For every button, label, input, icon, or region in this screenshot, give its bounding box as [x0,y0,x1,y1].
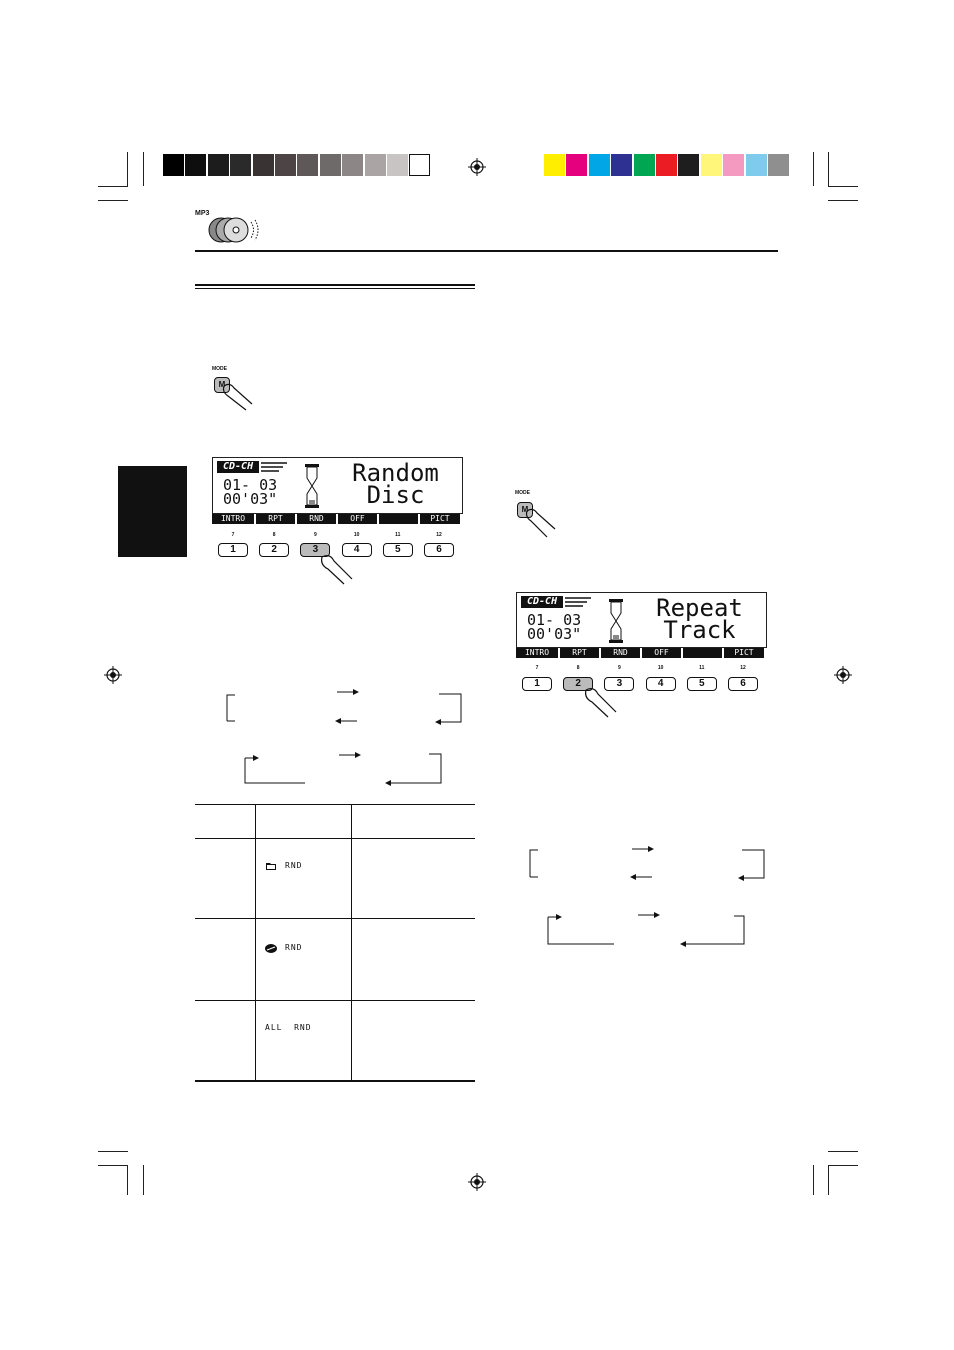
crop-mark [127,152,128,186]
crop-mark [98,1151,128,1152]
crop-mark [813,152,814,186]
preset-button-6[interactable]: 6 [424,543,454,557]
preset-number-label: 11 [699,665,705,671]
preset-number-label: 8 [272,532,276,538]
table-rule [195,804,475,805]
flow-diagram [225,688,465,788]
crop-mark [828,186,858,187]
color-swatch [387,154,408,176]
color-swatch [544,154,565,176]
table-rule [195,918,475,919]
preset-button-5[interactable]: 5 [687,677,717,691]
registration-mark-icon [104,666,122,684]
table-column-divider [351,804,352,1081]
crop-mark [143,152,144,186]
preset-button-4[interactable]: 4 [342,543,372,557]
crop-mark [828,1165,858,1166]
lcd-time: 00'03" [223,490,278,508]
color-swatch [656,154,677,176]
crop-mark [98,200,128,201]
hourglass-icon [305,464,319,508]
table-rule [195,1080,475,1082]
lcd-stripes-icon [261,461,287,473]
mode-label: MODE [515,490,530,496]
preset-number-label: 11 [395,532,401,538]
color-swatch [566,154,587,176]
preset-button-2[interactable]: 2 [563,677,593,691]
color-swatch [365,154,386,176]
lcd-display [516,592,767,648]
softkey-label: OFF [338,514,377,524]
finger-press-icon [584,688,620,718]
crop-mark [143,1165,144,1195]
finger-press-icon [523,507,559,539]
color-swatch [208,154,229,176]
color-swatch [230,154,251,176]
color-swatch [163,154,184,176]
crop-mark [98,186,128,187]
preset-number-label: 8 [576,665,580,671]
section-rule [195,284,475,286]
preset-number-label: 7 [231,532,235,538]
preset-number-label: 12 [740,665,746,671]
lcd-track-number: 01- 03 [223,476,278,494]
color-swatch [723,154,744,176]
color-swatch [746,154,767,176]
crop-mark [828,1151,858,1152]
finger-press-icon [220,382,256,412]
color-swatch [701,154,722,176]
crop-mark [127,1165,128,1195]
preset-button-3[interactable]: 3 [604,677,634,691]
color-swatch [297,154,318,176]
hourglass-icon [609,599,623,643]
color-swatch [634,154,655,176]
preset-button-1[interactable]: 1 [218,543,248,557]
preset-button-5[interactable]: 5 [383,543,413,557]
crop-mark [828,200,858,201]
header-rule [195,250,778,252]
color-swatch [589,154,610,176]
table-indicator-disc-random: RND [285,943,303,952]
lcd-mode-line1: Repeat [656,594,743,622]
color-swatch [611,154,632,176]
softkey-bar [212,514,462,524]
lcd-mode-line2: Disc [366,481,425,509]
mp3-disc-icon [207,216,265,244]
mode-label: MODE [212,366,227,372]
softkey-label: OFF [642,648,681,658]
color-swatch [342,154,363,176]
softkey-label: INTRO [516,648,558,658]
table-indicator-all-random: ALL RND [265,1023,312,1032]
softkey-label: RND [297,514,336,524]
color-swatch [275,154,296,176]
preset-number-label: 9 [618,665,621,671]
preset-number-label: 9 [314,532,317,538]
table-column-divider [255,804,256,1081]
folder-icon [266,862,276,870]
softkey-bar [516,648,766,658]
softkey-label [683,648,722,658]
registration-mark-icon [468,1173,486,1191]
preset-button-6[interactable]: 6 [728,677,758,691]
softkey-label: INTRO [212,514,254,524]
color-swatch [253,154,274,176]
registration-mark-icon [468,158,486,176]
preset-button-4[interactable]: 4 [646,677,676,691]
softkey-label [379,514,418,524]
table-rule [195,1000,475,1001]
lcd-brand: CD-CH [217,461,259,473]
softkey-label: PICT [724,648,764,658]
table-indicator-folder-random: RND [285,861,303,870]
lcd-time: 00'03" [527,625,582,643]
disc-icon [265,944,277,953]
mp3-label: MP3 [195,210,210,217]
crop-mark [828,152,829,186]
softkey-label: PICT [420,514,460,524]
lcd-mode-line1: Random [352,459,439,487]
preset-number-label: 12 [436,532,442,538]
lcd-mode-line2: Track [663,616,736,644]
preset-number-label: 10 [353,532,360,538]
flow-diagram [528,844,768,948]
color-swatch [320,154,341,176]
lcd-brand: CD-CH [521,596,563,608]
color-swatch [185,154,206,176]
mode-button-label: M [521,505,529,514]
crop-mark [813,1165,814,1195]
crop-mark [98,1165,128,1166]
softkey-label: RPT [560,648,599,658]
preset-button-3[interactable]: 3 [300,543,330,557]
lcd-track-number: 01- 03 [527,611,582,629]
softkey-label: RPT [256,514,295,524]
lcd-display [212,457,463,514]
finger-press-icon [320,555,356,585]
preset-button-1[interactable]: 1 [522,677,552,691]
table-rule [195,838,475,839]
preset-number-label: 7 [535,665,539,671]
crop-mark [828,1165,829,1195]
color-swatch [678,154,699,176]
mode-button-label: M [218,380,226,389]
color-swatch [409,154,430,176]
registration-mark-icon [834,666,852,684]
softkey-label: RND [601,648,640,658]
language-tab [118,466,187,557]
lcd-stripes-icon [565,596,591,608]
section-rule [195,288,475,289]
preset-button-2[interactable]: 2 [259,543,289,557]
preset-number-label: 10 [657,665,664,671]
color-swatch [768,154,789,176]
